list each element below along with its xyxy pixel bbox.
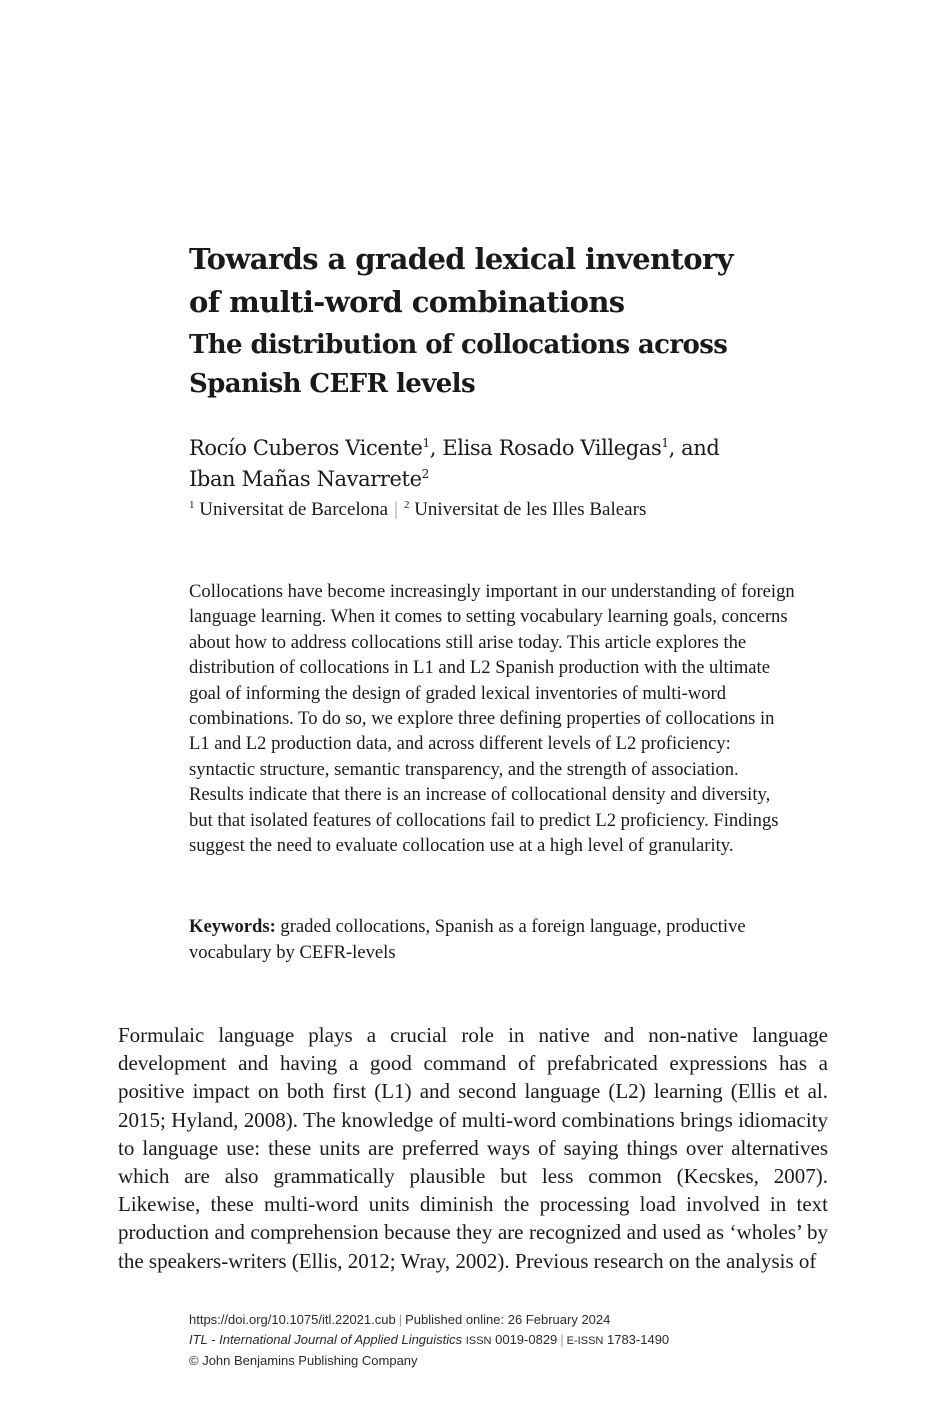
eissn-label: E-ISSN (566, 1334, 604, 1347)
page-footer (189, 1310, 829, 1371)
affiliation-name: Universitat de Barcelona (199, 499, 389, 520)
eissn-value: 1783-1490 (606, 1331, 670, 1347)
separator: | (394, 499, 398, 520)
keywords-list: graded collocations, Spanish as a foreign language, productive vocabulary by CEFR-levels (189, 916, 746, 963)
body-text: Formulaic language plays a crucial role in native and non-native language development and having a good command of prefabricated expressions has a positive impact on both first (L1) and second language (L2) learning (Ellis et al. 2015; Hyland, 2008). The knowledge of multi-word combinations brings idiomacity to language use: these units are preferred ways of saying things over alternatives which are also grammatically plausible but less common (Kecskes, 2007). Likewise, these multi-word units diminish the processing load involved in text production and comprehension because they are recognized and used as ‘wholes’ by the speakers-writers (Ellis, 2012; Wray, 2002). Previous research on the analysis of (118, 1023, 828, 1273)
affiliation-mark: 1 (189, 499, 195, 511)
issn-label: ISSN (465, 1334, 492, 1347)
article-subtitle: The distribution of collocations across Spanish CEFR levels (189, 330, 728, 399)
issn-value: 0019-0829 (495, 1331, 558, 1347)
author-affiliation-mark: 1 (422, 436, 430, 450)
affiliation-name: Universitat de les Illes Balears (414, 499, 647, 520)
separator: | (398, 1312, 403, 1327)
author-list: Rocío Cuberos Vicente$^1$, Elisa Rosado Villegas$^1$, and Iban Mañas Navarrete$^2$ (189, 436, 720, 491)
author-name: Iban Mañas Navarrete (189, 467, 422, 491)
article-title (189, 238, 829, 324)
doi-link[interactable]: https://doi.org/10.1075/itl.22021.cub (189, 1312, 396, 1327)
author-name: Elisa Rosado Villegas (442, 436, 662, 460)
separator: | (560, 1331, 564, 1347)
published-date: Published online: 26 February 2024 (405, 1312, 611, 1327)
keywords-label: Keywords: (189, 916, 276, 937)
abstract: Collocations have become increasingly important in our understanding of foreign language learning. When it comes to setting vocabulary learning goals, concerns about how to address collocations still arise today. This article explores the distribution of collocations in L1 and L2 Spanish production with the ultimate goal of informing the design of graded lexical inventories of multi-word combinations. To do so, we explore three defining properties of collocations in L1 and L2 production data, and across different levels of L2 proficiency: syntactic structure, semantic transparency, and the strength of association. Results indicate that there is an increase of collocational density and diversity, but that isolated features of collocations fail to predict L2 proficiency. Findings suggest the need to evaluate collocation use at a high level of granularity. (189, 581, 795, 857)
title-line-1: Towards a graded lexical inventory (189, 242, 733, 276)
author-conjunction: and (681, 436, 720, 460)
title-line-2: of multi-word combinations (189, 285, 625, 319)
author-affiliation-mark: 1 (661, 436, 669, 450)
author-affiliation-mark: 2 (421, 467, 429, 481)
author-name: Rocío Cuberos Vicente (189, 436, 423, 460)
copyright: © John Benjamins Publishing Company (189, 1353, 418, 1368)
affiliations (189, 497, 809, 523)
journal-name: ITL - International Journal of Applied Linguistics (189, 1331, 463, 1347)
affiliation-mark: 2 (403, 499, 410, 511)
keywords (189, 914, 795, 965)
